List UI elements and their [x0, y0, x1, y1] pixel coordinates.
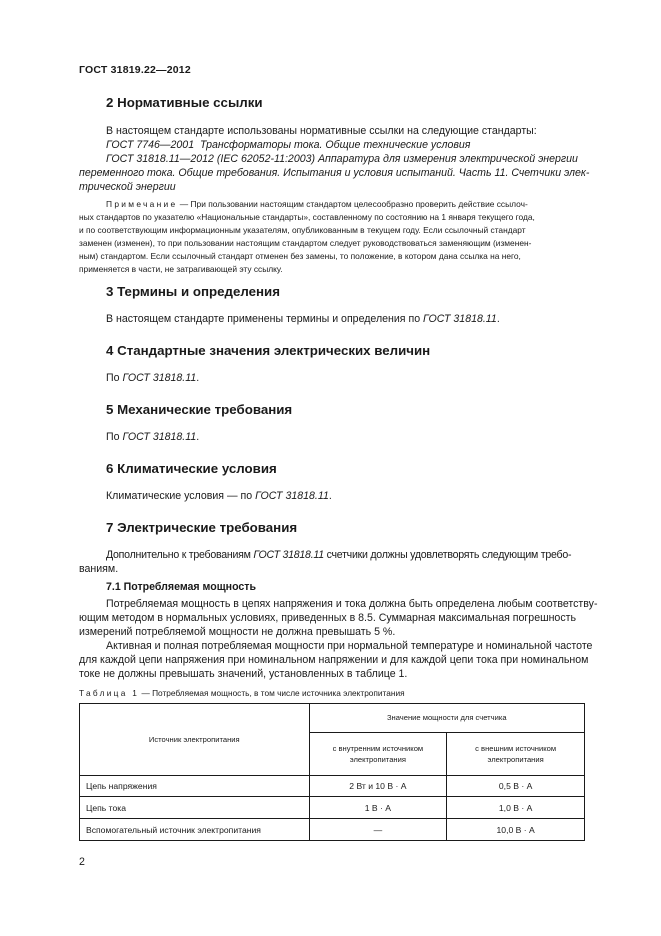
section-6-ref: ГОСТ 31818.11 — [255, 490, 329, 502]
section-5-end: . — [196, 431, 200, 443]
reference-1 — [106, 138, 470, 152]
table-1-label: Таблица 1 — [79, 688, 140, 698]
header-source: Источник электропитания — [80, 704, 310, 776]
section-7-intro-a: Дополнительно к требованиям — [106, 549, 254, 561]
section-6-text — [106, 489, 332, 503]
row-external: 10,0 В · А — [447, 819, 585, 841]
reference-2-line-1: ГОСТ 31818.11—2012 (IEC 62052-11:2003) Аппаратура для измерения электрической энергии — [106, 153, 578, 165]
p1-line-2: ющим методом в нормальных условиях, приведенных в 8.5. Суммарная максимальная погрешность — [79, 612, 576, 624]
note-line-4: заменен (изменен), то при пользовании настоящим стандартом следует руководствоваться заменяющим (изменен- — [79, 238, 532, 248]
p2-line-1: Активная и полная потребляемая мощности при нормальной температуре и номинальной частоте — [106, 640, 593, 652]
section-6-body: Климатические условия — по — [106, 490, 256, 502]
note-dash-text: — При пользовании настоящим стандартом целесообразно проверить действие ссылоч- — [177, 199, 528, 209]
reference-1-title: Трансформаторы тока. Общие технические условия — [199, 139, 471, 151]
p2-line-2: для каждой цепи напряжения при номинальном напряжении и для каждой цепи тока при номинальном — [79, 654, 589, 666]
table-1-caption-text: — Потребляемая мощность, в том числе источника электропитания — [139, 688, 405, 698]
p2-line-3: токе не должны превышать значений, установленных в таблице 1. — [79, 668, 408, 680]
note-line-2: ных стандартов по указателю «Национальные стандарты», составленному по состоянию на 1 января текущего года, — [79, 212, 535, 222]
section-6-end: . — [328, 490, 332, 502]
section-4-body: По — [106, 372, 123, 384]
row-source: Вспомогательный источник электропитания — [80, 819, 310, 841]
p1-line-3: измерений потребляемой мощности не должна превышать 5 %. — [79, 626, 396, 638]
section-5-text — [106, 430, 199, 444]
row-external: 0,5 В · А — [447, 776, 585, 797]
reference-2-line-3: трической энергии — [79, 181, 176, 193]
header-value: Значение мощности для счетчика — [309, 704, 584, 733]
section-3-end: . — [496, 313, 500, 325]
section-5-ref: ГОСТ 31818.11 — [122, 431, 197, 443]
table-header-row-1 — [80, 704, 585, 733]
row-internal: — — [309, 819, 447, 841]
table-1-caption — [79, 688, 405, 698]
section-7-intro — [106, 548, 585, 562]
page-number: 2 — [79, 856, 85, 868]
note-label: Примечание — [106, 199, 178, 209]
row-external: 1,0 В · А — [447, 797, 585, 819]
reference-1-code: ГОСТ 7746—2001 — [106, 139, 195, 151]
row-internal: 1 В · А — [309, 797, 447, 819]
table-row — [80, 797, 585, 819]
section-4-ref: ГОСТ 31818.11 — [122, 372, 197, 384]
section-7-intro-ref: ГОСТ 31818.11 — [253, 549, 324, 561]
note-line-6: применяется в части, не затрагивающей эту ссылку. — [79, 264, 283, 274]
table-row — [80, 776, 585, 797]
note-line-5: ным) стандартом. Если ссылочный стандарт отменен без замены, то положение, в котором дана ссылка на него, — [79, 251, 521, 261]
subsection-7-1-heading: 7.1 Потребляемая мощность — [106, 581, 256, 593]
section-3-text — [106, 312, 500, 326]
section-2-intro: В настоящем стандарте использованы нормативные ссылки на следующие стандарты: — [106, 125, 537, 137]
section-3-ref: ГОСТ 31818.11 — [423, 313, 497, 325]
header-internal-line-1: с внутренним источником — [332, 743, 424, 753]
section-3-heading: 3 Термины и определения — [106, 284, 280, 299]
header-external-line-2: электропитания — [487, 755, 544, 764]
section-2-heading: 2 Нормативные ссылки — [106, 95, 263, 110]
document-header: ГОСТ 31819.22—2012 — [79, 64, 191, 76]
section-7-intro-line-2: ваниям. — [79, 563, 119, 575]
p1-line-1: Потребляемая мощность в цепях напряжения и тока должна быть определена любым соответству- — [106, 598, 598, 610]
section-4-heading: 4 Стандартные значения электрических величин — [106, 343, 431, 358]
row-source: Цепь напряжения — [80, 776, 310, 797]
section-4-end: . — [196, 372, 200, 384]
section-3-body: В настоящем стандарте применены термины и определения по — [106, 313, 424, 325]
header-internal — [309, 733, 447, 776]
note-line-1 — [106, 198, 528, 211]
section-5-heading: 5 Механические требования — [106, 402, 293, 417]
section-7-intro-b: счетчики должны удовлетворять следующим требо- — [323, 549, 572, 561]
header-internal-line-2: электропитания — [349, 755, 406, 764]
header-external — [447, 733, 585, 776]
note-line-3: и по соответствующим информационным указателям, опубликованным в текущем году. Если ссылочный стандарт — [79, 225, 526, 235]
section-4-text — [106, 371, 199, 385]
section-7-heading: 7 Электрические требования — [106, 520, 298, 535]
reference-2-line-2: переменного тока. Общие требования. Испытания и условия испытаний. Часть 11. Счетчики элек- — [79, 167, 590, 179]
row-source: Цепь тока — [80, 797, 310, 819]
table-row — [80, 819, 585, 841]
section-6-heading: 6 Климатические условия — [106, 461, 277, 476]
section-5-body: По — [106, 431, 123, 443]
row-internal: 2 Вт и 10 В · А — [309, 776, 447, 797]
table-1 — [79, 703, 585, 841]
header-external-line-1: с внешним источником — [475, 743, 557, 753]
